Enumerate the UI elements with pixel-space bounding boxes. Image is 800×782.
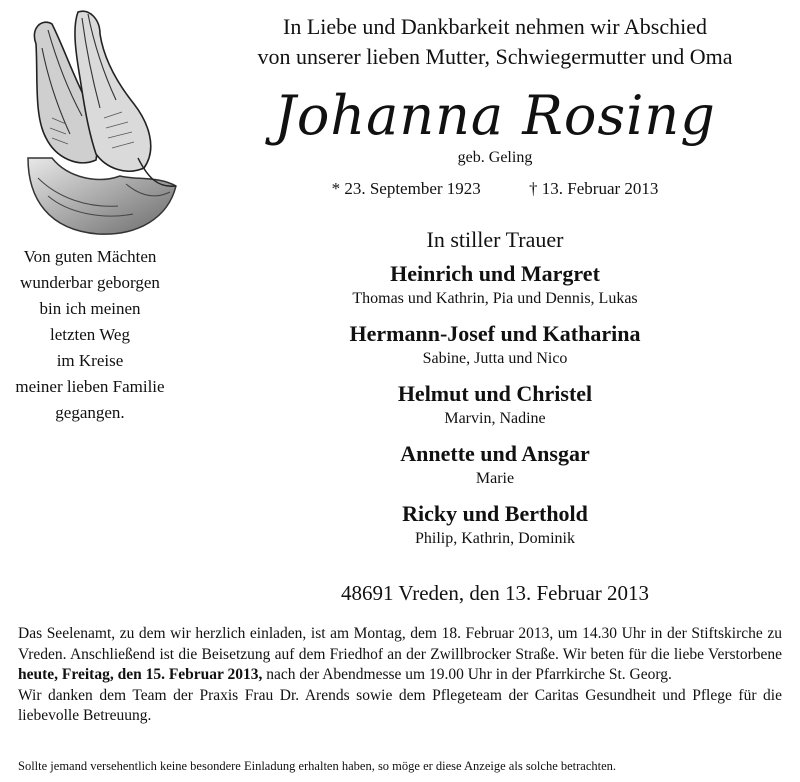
intro-text [200, 12, 790, 72]
family-group [200, 440, 790, 490]
family-group [200, 380, 790, 430]
service-text: Das Seelenamt, zu dem wir herzlich einladen, ist am Montag, dem 18. Februar 2013, um 14.30 Uhr in der Stiftskirche zu Vreden. Anschließend ist die Beisetzung auf dem Friedhof an der Zwillbrocker Straße. Wir beten für die liebe Verstorbene [18, 625, 782, 663]
intro-line-1: In Liebe und Dankbarkeit nehmen wir Abschied [283, 14, 707, 39]
deceased-name: Johanna Rosing [274, 84, 716, 147]
poem-line: letzten Weg [50, 325, 130, 344]
intro-line-2: von unserer lieben Mutter, Schwiegermutter und Oma [257, 44, 733, 69]
family-main: Heinrich und Margret [390, 261, 600, 286]
family-members: Thomas und Kathrin, Pia und Dennis, Lukas [352, 290, 638, 307]
service-details [18, 624, 782, 727]
family-main: Ricky und Berthold [402, 501, 588, 526]
family-main: Hermann-Josef und Katharina [349, 321, 641, 346]
service-paragraph [18, 624, 782, 686]
service-date-highlight: heute, Freitag, den 15. Februar 2013, [18, 666, 263, 683]
family-main: Annette und Ansgar [400, 441, 590, 466]
poem-line: gegangen. [55, 403, 125, 422]
life-dates [200, 178, 790, 200]
poem-line: im Kreise [56, 351, 124, 370]
birth-date: * 23. September 1923 [331, 179, 481, 198]
invitation-note: Sollte jemand versehentlich keine besondere Einladung erhalten haben, so möge er diese Anzeige als solche betrachten. [18, 759, 617, 773]
mourning-heading: In stiller Trauer [426, 227, 564, 252]
family-group [200, 500, 790, 550]
poem-line: meiner lieben Familie [15, 377, 165, 396]
poem-line: bin ich meinen [39, 299, 141, 318]
family-group [200, 260, 790, 310]
family-group [200, 320, 790, 370]
praying-hands-icon [8, 8, 180, 240]
family-members: Marvin, Nadine [444, 410, 546, 427]
family-members: Sabine, Jutta und Nico [422, 350, 568, 367]
poem-line: wunderbar geborgen [20, 273, 160, 292]
family-members: Philip, Kathrin, Dominik [415, 530, 575, 547]
place-date: 48691 Vreden, den 13. Februar 2013 [340, 581, 650, 605]
thanks-paragraph: Wir danken dem Team der Praxis Frau Dr. Arends sowie dem Pflegeteam der Caritas Gesundheit und Pflege für die liebevolle Betreuung. [18, 686, 782, 724]
family-members: Marie [475, 470, 515, 487]
poem-line: Von guten Mächten [23, 247, 157, 266]
maiden-name: geb. Geling [457, 149, 533, 166]
family-main: Helmut und Christel [397, 381, 593, 406]
service-text-end: nach der Abendmesse um 19.00 Uhr in der Pfarrkirche St. Georg. [262, 666, 672, 683]
poem [0, 244, 180, 426]
death-date: † 13. Februar 2013 [529, 179, 659, 198]
